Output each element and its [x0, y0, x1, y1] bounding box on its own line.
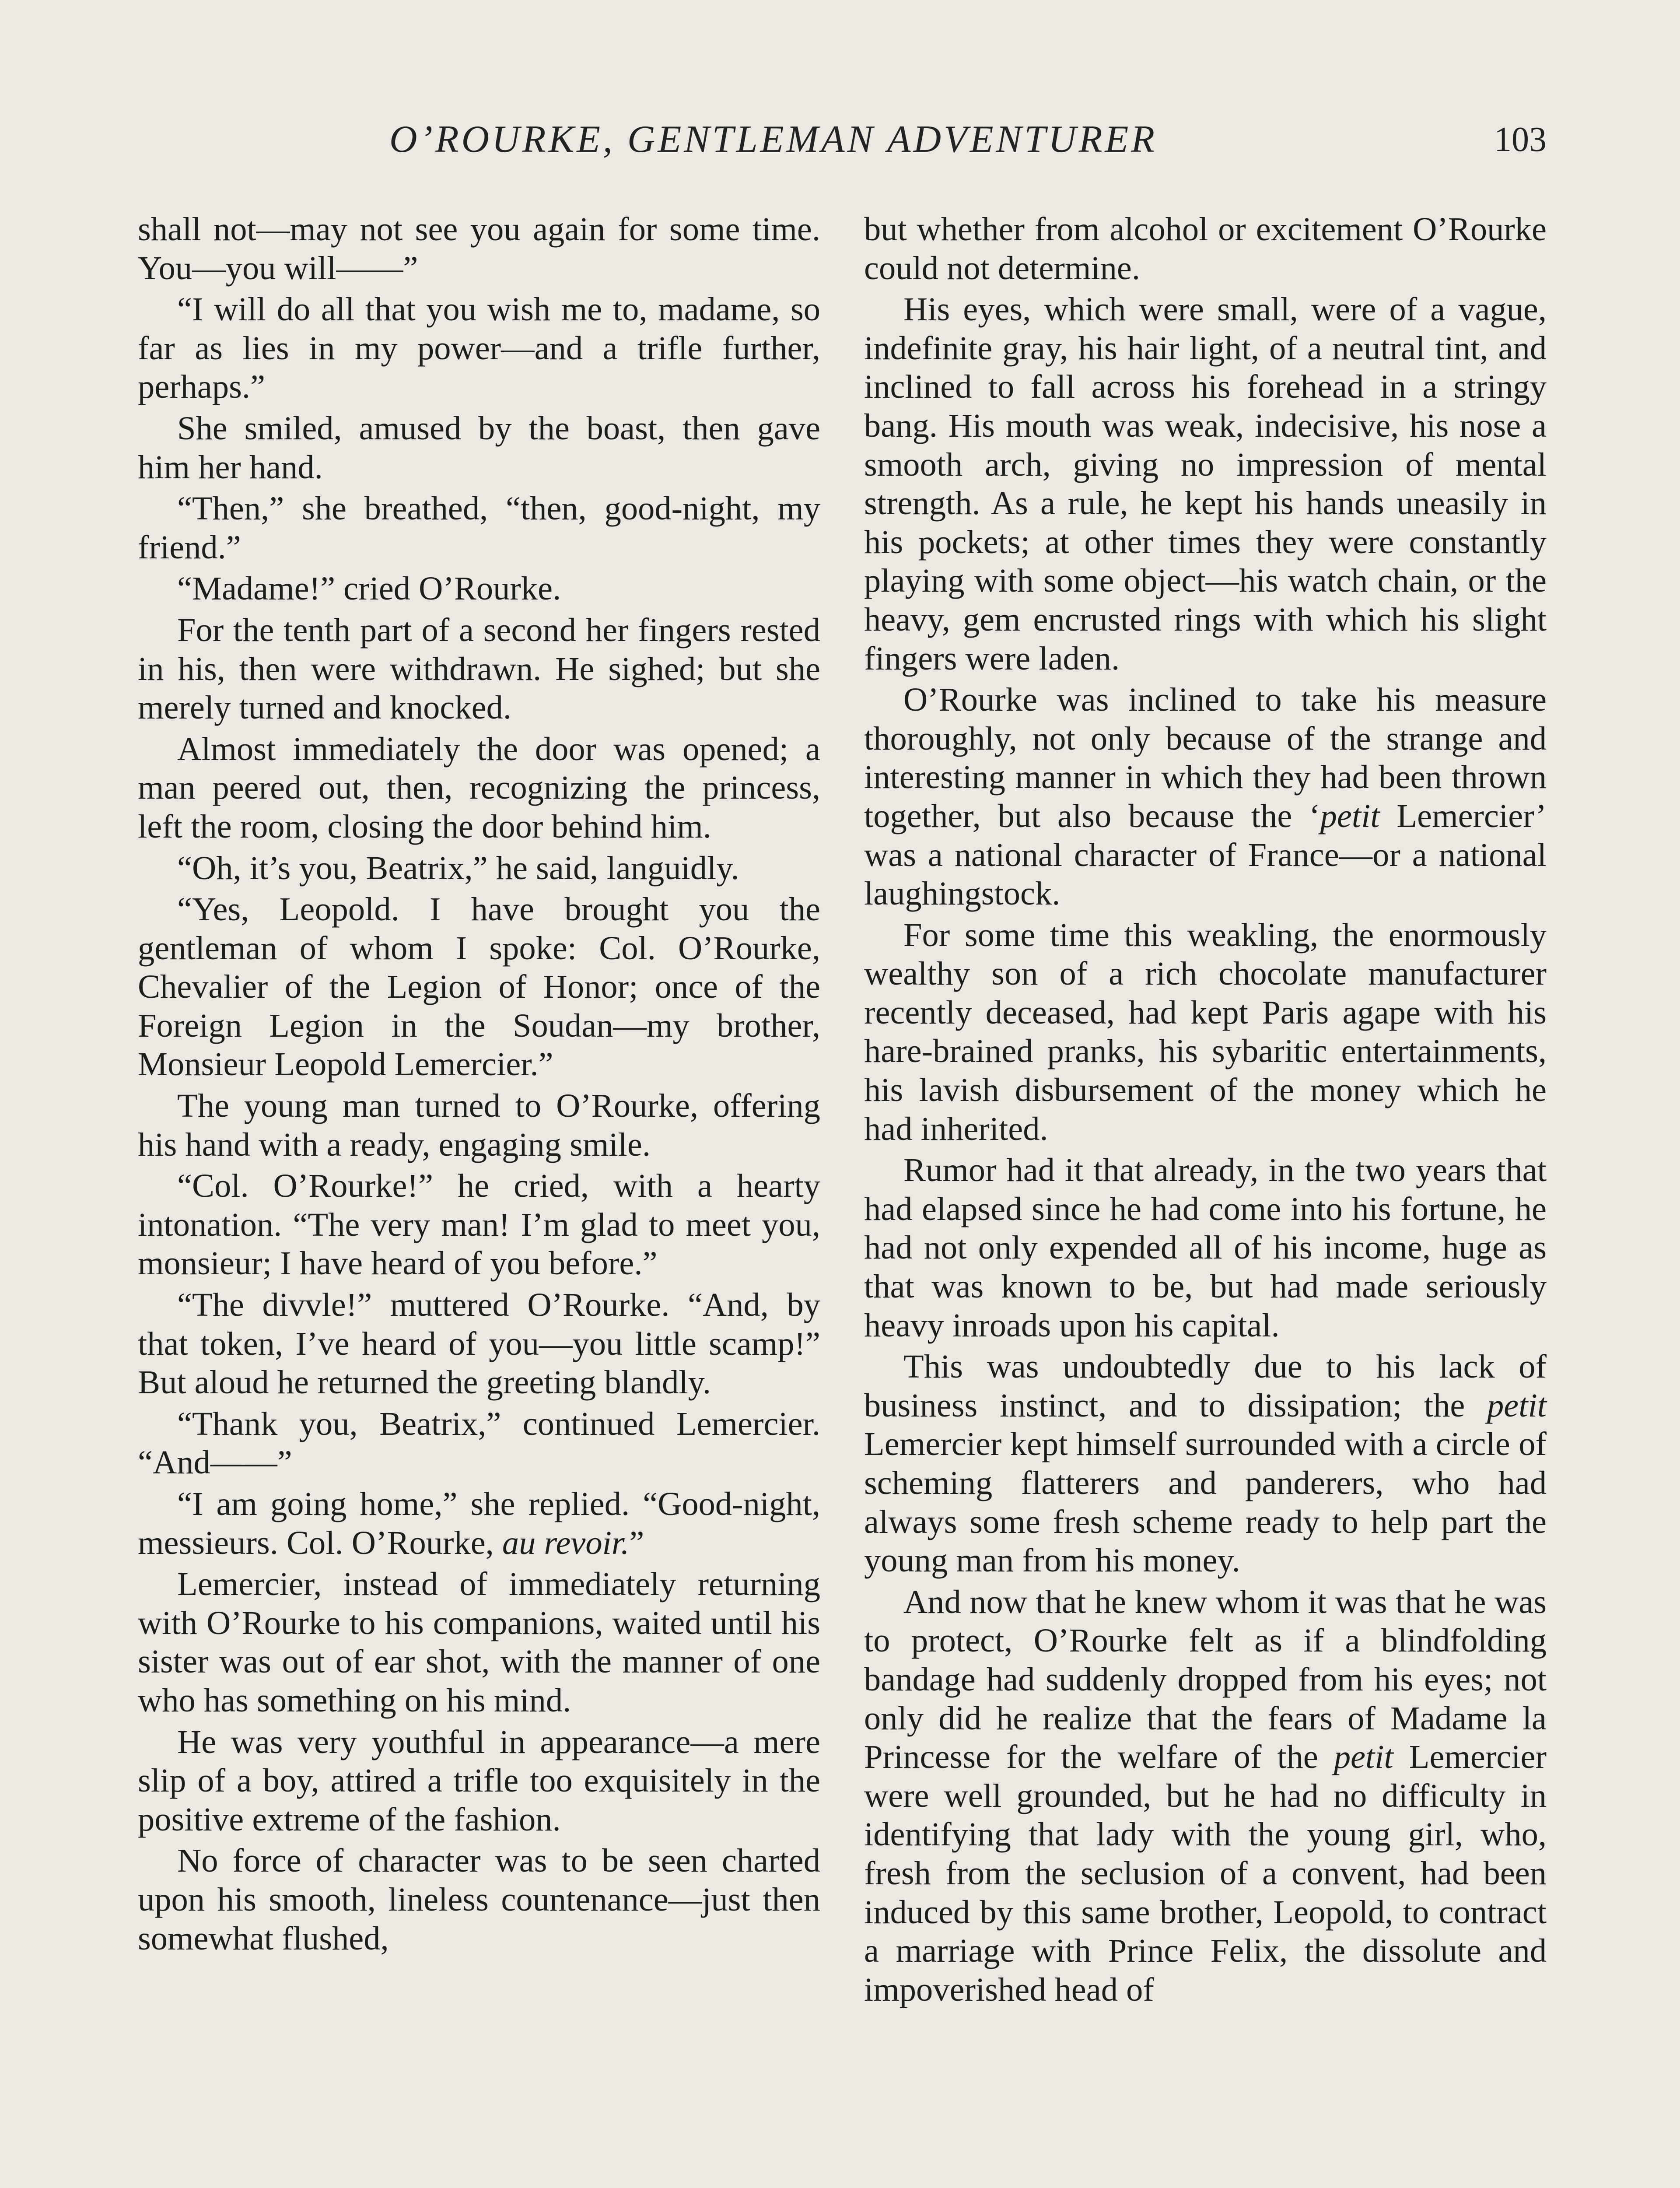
right-column	[864, 210, 1547, 2012]
paragraph: “Thank you, Beatrix,” continued Lemercier. “And——”	[138, 1405, 820, 1481]
italic-phrase: petit	[1320, 797, 1380, 835]
paragraph-text: This was undoubtedly due to his lack of business instinct, and to dissipation; the	[864, 1348, 1547, 1424]
paragraph: His eyes, which were small, were of a vague, indefinite gray, his hair light, of a neutral tint, and inclined to fall across his forehead in a stringy bang. His mouth was weak, indecisive, his nose a smooth arch, giving no impression of mental strength. As a rule, he kept his hands uneasily in his pockets; at other times they were constantly playing with some object—his watch chain, or the heavy, gem encrusted rings with which his slight fingers were laden.	[864, 291, 1547, 677]
italic-phrase: petit	[1334, 1738, 1393, 1776]
paragraph: Lemercier, instead of immediately returning with O’Rourke to his companions, waited until his sister was out of ear shot, with the manner of one who has something on his mind.	[138, 1565, 820, 1719]
running-title: O’ROURKE, GENTLEMAN ADVENTURER	[389, 118, 1157, 161]
left-column	[138, 210, 820, 1960]
italic-phrase: au revoir.	[502, 1524, 630, 1561]
paragraph: No force of character was to be seen charted upon his smooth, lineless countenance—just then somewhat flushed,	[138, 1842, 820, 1957]
paragraph: shall not—may not see you again for some time. You—you will——”	[138, 210, 820, 287]
paragraph: “Col. O’Rourke!” he cried, with a hearty intonation. “The very man! I’m glad to meet you, monsieur; I have heard of you before.”	[138, 1167, 820, 1282]
page-number: 103	[1494, 120, 1547, 159]
paragraph	[864, 1583, 1547, 2009]
paragraph: “Yes, Leopold. I have brought you the gentleman of whom I spoke: Col. O’Rourke, Chevalier of the Legion of Honor; once of the Foreign Legion in the Soudan—my brother, Monsieur Leopold Lemercier.”	[138, 891, 820, 1083]
paragraph: For the tenth part of a second her fingers rested in his, then were withdrawn. He sighed; but she merely turned and knocked.	[138, 611, 820, 726]
running-head	[0, 117, 1680, 174]
paragraph: “The divvle!” muttered O’Rourke. “And, by that token, I’ve heard of you—you little scamp!” But aloud he returned the greeting blandly.	[138, 1286, 820, 1401]
paragraph-text: And now that he knew whom it was that he was to protect, O’Rourke felt as if a blindfolding bandage had suddenly dropped from his eyes; not only did he realize that the fears of Madame la Princesse for the welfare of the	[864, 1583, 1547, 1776]
paragraph: “I will do all that you wish me to, madame, so far as lies in my power—and a trifle further, perhaps.”	[138, 291, 820, 406]
paragraph: “Madame!” cried O’Rourke.	[177, 570, 561, 607]
paragraph-text: Lemercier’ was a national character of France—or a national laughingstock.	[864, 797, 1547, 912]
paragraph	[138, 1485, 820, 1562]
paragraph-text: Lemercier were well grounded, but he had no difficulty in identifying that lady with the young girl, who, fresh from the seclusion of a convent, had been induced by this same brother, Leopold, to contract a marriage with Prince Felix, the dissolute and impoverished head of	[864, 1738, 1547, 2008]
paragraph: She smiled, amused by the boast, then gave him her hand.	[138, 409, 820, 486]
paragraph-text: ”	[629, 1524, 644, 1561]
paragraph-text: “I am going home,” she replied. “Good-night, messieurs. Col. O’Rourke,	[138, 1485, 820, 1561]
paragraph-text: O’Rourke was inclined to take his measure thoroughly, not only because of the strange and interesting manner in which they had been thrown together, but also because the ‘	[864, 681, 1547, 835]
paragraph-text: Lemercier kept himself surrounded with a circle of scheming flatterers and panderers, who had always some fresh scheme ready to help part the young man from his money.	[864, 1425, 1547, 1579]
paragraph: “Then,” she breathed, “then, good-night, my friend.”	[138, 490, 820, 566]
paragraph	[864, 680, 1547, 913]
paragraph: Almost immediately the door was opened; a man peered out, then, recognizing the princess, left the room, closing the door behind him.	[138, 730, 820, 845]
paragraph	[864, 1347, 1547, 1580]
paragraph: He was very youthful in appearance—a mere slip of a boy, attired a trifle too exquisitely in the positive extreme of the fashion.	[138, 1723, 820, 1838]
paragraph: Rumor had it that already, in the two years that had elapsed since he had come into his fortune, he had not only expended all of his income, huge as that was known to be, but had made seriously heavy inroads upon his capital.	[864, 1151, 1547, 1344]
italic-phrase: petit	[1487, 1386, 1547, 1424]
paragraph: The young man turned to O’Rourke, offering his hand with a ready, engaging smile.	[138, 1087, 820, 1163]
paragraph: For some time this weakling, the enormously wealthy son of a rich chocolate manufacturer recently deceased, had kept Paris agape with his hare-brained pranks, his sybaritic entertainments, his lavish disbursement of the money which he had inherited.	[864, 916, 1547, 1147]
paragraph: but whether from alcohol or excitement O’Rourke could not determine.	[864, 210, 1547, 287]
paragraph: “Oh, it’s you, Beatrix,” he said, languidly.	[177, 849, 739, 887]
